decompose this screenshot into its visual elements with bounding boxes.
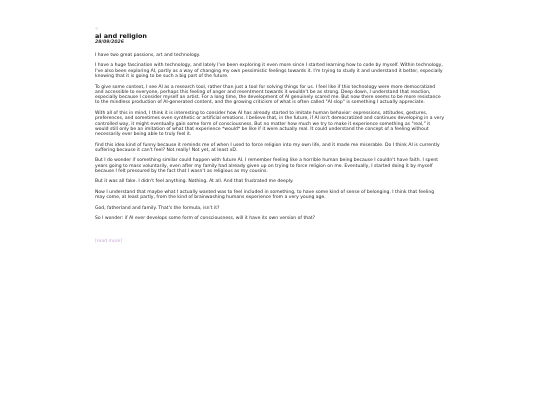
paragraph: God, fatherland and family. That's the formula, isn't it? [95,205,220,211]
paragraph: So I wonder: if AI ever develops some form of consciousness, will it have its own version of that? [95,216,316,222]
paragraph: find this idea kind of funny because it reminds me of when I used to force religion into my own life, and it made me miserable. Do I think AI is currently suffering because it can't feel? Not really! Not yet, at least xD. [95,142,440,153]
paragraph: I have two great passions, art and technology. [95,53,201,58]
read-more-link[interactable]: [read more] [95,238,123,244]
paragraph: But it was all fake. I didn't feel anything. Nothing. At all. And that frustrated me deeply. [95,179,294,185]
paragraph: Now I understand that maybe what I actually wanted was to feel included in something, to have some kind of sense of belonging. I think that feeling may come, at least partly, from the kind of brainwashing humans experience from a very young age. [95,189,435,201]
paragraph: To give some context, I see AI as a research tool, rather than just a tool for solving things for us. I feel like if this technology were more democratized and accessible to everyone, perhaps this feeling of anger and resentment towards it wouldn't be as strong. Deep down, I understand that reaction, especially because I consider myself an artist. For a long time, the development of AI genuinely scared me. But now there seems to be more resistance to the mindless production of AI-generated content, and the growing criticism of what is often called "AI slop" is something I actually appreciate. [95,84,441,106]
paragraph: I have a huge fascination with technology, and lately I've been exploring it even more since I started learning how to code by myself. Within technology, I've also been exploring AI, partly as a way of changing my own pessimistic feelings towards it. I'm trying to study it and understand it better, especially knowing that it is going to be such a big part of the future. [95,63,443,80]
post-date: 28/09/2026 [95,40,124,45]
blog-post-page [95,27,445,246]
post-title: ai and religion [95,32,147,40]
back-link[interactable]: « [95,26,99,32]
post-body [95,53,445,222]
paragraph: But I do wonder if something similar could happen with future AI. I remember feeling like a horrible human being because I couldn't have faith. I spent years going to mass voluntarily, even after my family had already given up on trying to force religion on me. Eventually, I started doing it by myself because I felt pressured by the fact that I wasn't as religious as my cousins. [95,158,439,174]
paragraph: With all of this in mind, I think it is interesting to consider how AI has already started to imitate human behavior: expressions, attitudes, gestures, preferences, and sometimes even synthetic or artificial emotions. I believe that, in the future, if AI isn't democratized and continues developing in a very controlled way, it might eventually gain some form of consciousness. But no matter how much we try to make it experience something as "real," it would still only be an imitation of what that experience *would* be like if it were actually real. It could understand the concept of a feeling without necessarily ever being able to truly feel it. [95,110,445,138]
